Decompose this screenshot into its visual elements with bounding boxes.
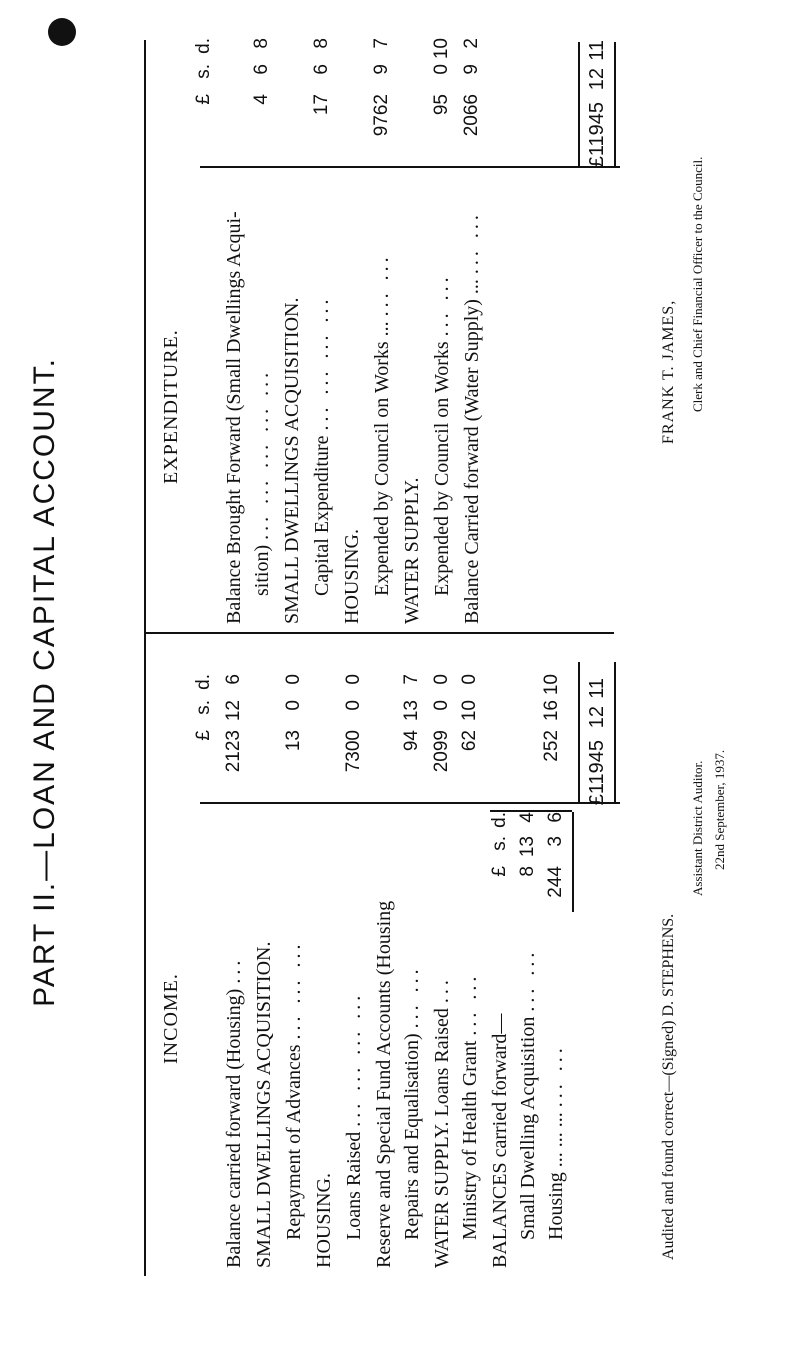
income-amount: 2123126 xyxy=(223,674,244,773)
income-amount: 94137 xyxy=(401,674,422,752)
expenditure-row: HOUSING. xyxy=(341,529,363,624)
income-row: WATER SUPPLY. Loans Raised ... xyxy=(431,976,453,1268)
income-row: Housing ... ... ... ... ... xyxy=(545,1044,567,1240)
expenditure-total: £119451211 xyxy=(586,40,608,168)
balance-sub-amount: 8134 xyxy=(517,812,538,877)
expenditure-units: £s.d. xyxy=(193,38,214,105)
column-divider xyxy=(144,632,614,634)
expenditure-amount: 206692 xyxy=(461,38,482,137)
balances-underline xyxy=(572,812,574,912)
expenditure-row: sition) ... ... ... ... ... xyxy=(251,368,273,596)
income-row: SMALL DWELLINGS ACQUISITION. xyxy=(253,941,275,1268)
top-rule xyxy=(144,40,146,1276)
expenditure-row: WATER SUPPLY. xyxy=(401,477,423,624)
expenditure-row: Balance Carried forward (Water Supply) ... ... ... xyxy=(461,211,483,624)
income-total-rule-top xyxy=(578,662,580,802)
income-row: HOUSING. xyxy=(313,1173,335,1268)
income-row: BALANCES carried forward— xyxy=(489,1013,511,1268)
clerk-title: Clerk and Chief Financial Officer to the Council. xyxy=(690,156,705,412)
expenditure-amount: 1768 xyxy=(311,38,332,116)
expenditure-total-rule-bottom xyxy=(614,42,616,166)
expenditure-amount: 976297 xyxy=(371,38,392,137)
balance-sub-amount: 24436 xyxy=(545,812,566,898)
income-row: Repayment of Advances ... ... ... xyxy=(283,940,305,1240)
income-amount: 62100 xyxy=(459,674,480,752)
income-amount: 730000 xyxy=(343,674,364,773)
expenditure-amount: 468 xyxy=(251,38,272,105)
income-total: £119451211 xyxy=(586,678,608,806)
income-header: INCOME. xyxy=(160,973,182,1064)
income-row: Ministry of Health Grant ... ... xyxy=(459,972,481,1240)
income-row: Balance carried forward (Housing) ... xyxy=(223,956,245,1268)
audit-signature: Audited and found correct—(Signed) D. STEPHENS. xyxy=(660,913,677,1260)
balances-units: £s.d. xyxy=(489,812,510,877)
balances-total: 2521610 xyxy=(541,674,562,762)
balances-bracket xyxy=(490,810,572,812)
income-row: Small Dwelling Acquisition ... ... xyxy=(517,948,539,1240)
expenditure-header: EXPENDITURE. xyxy=(160,329,182,484)
auditor-title: Assistant District Auditor. xyxy=(690,760,705,896)
income-row: Repairs and Equalisation) ... ... xyxy=(401,965,423,1240)
income-amount: 1300 xyxy=(283,674,304,752)
expenditure-row: SMALL DWELLINGS ACQUISITION. xyxy=(281,297,303,624)
income-amount: 209900 xyxy=(431,674,452,773)
audit-date: 22nd September, 1937. xyxy=(712,749,727,870)
expenditure-row: Capital Expenditure ... ... ... ... xyxy=(311,295,333,596)
expenditure-row: Expended by Council on Works ... ... xyxy=(431,273,453,596)
clerk-signature: FRANK T. JAMES, xyxy=(660,299,677,444)
expenditure-amount-rule xyxy=(200,166,620,168)
income-units: £s.d. xyxy=(193,674,214,741)
income-row: Reserve and Special Fund Accounts (Housing xyxy=(373,900,395,1268)
expenditure-amount: 95010 xyxy=(431,38,452,116)
expenditure-total-rule-top xyxy=(578,42,580,166)
income-row: Loans Raised ... ... ... ... xyxy=(343,991,365,1240)
income-total-rule-bottom xyxy=(614,662,616,802)
expenditure-row: Balance Brought Forward (Small Dwellings Acqui- xyxy=(223,211,245,624)
income-amount-rule xyxy=(200,802,620,804)
expenditure-row: Expended by Council on Works ... ... ... xyxy=(371,253,393,596)
page-title: PART II.—LOAN AND CAPITAL ACCOUNT. xyxy=(28,357,61,1007)
